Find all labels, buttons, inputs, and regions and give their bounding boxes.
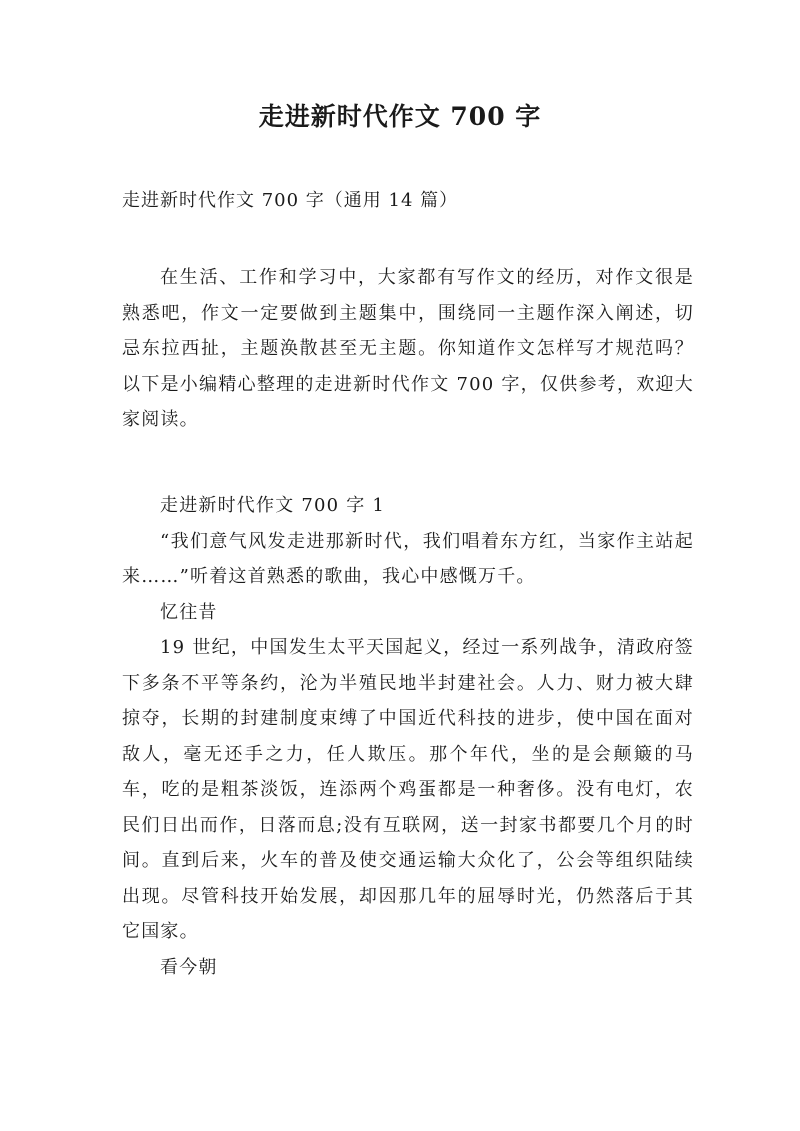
article-heading: 走进新时代作文 700 字 1 <box>160 495 385 516</box>
intro-section <box>122 260 694 438</box>
article-section <box>122 488 694 985</box>
document-title: 走进新时代作文 700 字 <box>258 102 542 131</box>
article-paragraph-1: “我们意气风发走进那新时代，我们唱着东方红，当家作主站起来……”听着这首熟悉的歌曲，我心中感慨万千。 <box>122 530 694 587</box>
intro-paragraph: 在生活、工作和学习中，大家都有写作文的经历，对作文很是熟悉吧，作文一定要做到主题集中，围绕同一主题作深入阐述，切忌东拉西扯，主题涣散甚至无主题。你知道作文怎样写才规范吗？以下是小编精心整理的走进新时代作文 700 字，仅供参考，欢迎大家阅读。 <box>122 267 694 430</box>
section-heading-present: 看今朝 <box>160 956 218 978</box>
section-heading-past: 忆往昔 <box>160 601 218 623</box>
article-paragraph-2: 19 世纪，中国发生太平天国起义，经过一系列战争，清政府签下多条不平等条约，沦为半殖民地半封建社会。人力、财力被大肆掠夺，长期的封建制度束缚了中国近代科技的进步，使中国在面对敌人，毫无还手之力，任人欺压。那个年代，坐的是会颠簸的马车，吃的是粗茶淡饭，连添两个鸡蛋都是一种奢侈。没有电灯，农民们日出而作，日落而息;没有互联网，送一封家书都要几个月的时间。直到后来，火车的普及使交通运输大众化了，公会等组织陆续出现。尽管科技开始发展，却因那几年的屈辱时光，仍然落后于其它国家。 <box>122 637 694 942</box>
document-subtitle: 走进新时代作文 700 字（通用 14 篇） <box>122 190 459 211</box>
